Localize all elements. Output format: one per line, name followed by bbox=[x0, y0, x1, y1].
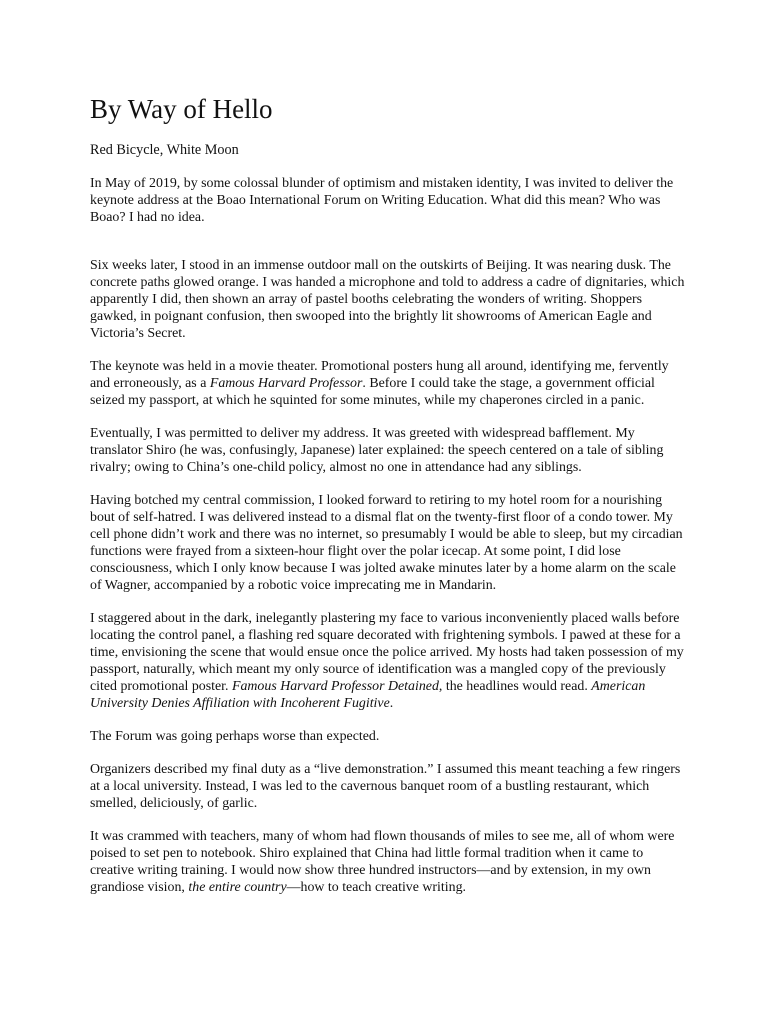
paragraph-9-text-b: —how to teach creative writing. bbox=[286, 880, 466, 895]
paragraph-9-text-a: It was crammed with teachers, many of whom had flown thousands of miles to see me, all of whom were poised to set pen to notebook. Shiro explained that China had little formal tradition when it came to creative writing training. I would now show three hundred instructors—and by extension, in my own grandiose vision, bbox=[90, 829, 675, 895]
paragraph-6 bbox=[90, 610, 686, 712]
paragraph-7: The Forum was going perhaps worse than expected. bbox=[90, 729, 380, 744]
document-title: By Way of Hello bbox=[90, 94, 273, 124]
paragraph-3-text-a: The keynote was held in a movie theater. Promotional posters hung all around, identifying me, fervently and erroneously, as a bbox=[90, 359, 669, 391]
paragraph-8: Organizers described my final duty as a “live demonstration.” I assumed this meant teaching a few ringers at a local university. Instead, I was led to the cavernous banquet room of a bustling restaurant, which smelled, deliciously, of garlic. bbox=[90, 762, 681, 811]
paragraph-3-text-b: . Before I could take the stage, a government official seized my passport, at which he squinted for some minutes, while my chaperones circled in a panic. bbox=[90, 376, 655, 408]
paragraph-3 bbox=[90, 358, 686, 409]
paragraph-9 bbox=[90, 828, 686, 896]
paragraph-4: Eventually, I was permitted to deliver my address. It was greeted with widespread bafflement. My translator Shiro (he was, confusingly, Japanese) later explained: the speech centered on a tale of sibling rivalry; owing to China’s one-child policy, almost no one in attendance had any siblings. bbox=[90, 426, 664, 475]
paragraph-9-italic: the entire country bbox=[188, 880, 287, 895]
paragraph-6-text-c: . bbox=[389, 696, 394, 711]
document-body bbox=[90, 92, 686, 912]
paragraph-6-text-b: , the headlines would read. bbox=[438, 679, 592, 694]
paragraph-5: Having botched my central commission, I looked forward to retiring to my hotel room for a nourishing bout of self-hatred. I was delivered instead to a dismal flat on the twenty-first floor of a condo tower. My cell phone didn’t work and there was no internet, so presumably I would be able to sleep, but my circadian functions were frayed from a sixteen-hour flight over the polar icecap. At some point, I did lose consciousness, which I only know because I was jolted awake minutes later by a home alarm on the scale of Wagner, accompanied by a robotic voice imprecating me in Mandarin. bbox=[90, 493, 683, 593]
paragraph-1: In May of 2019, by some colossal blunder of optimism and mistaken identity, I was invited to deliver the keynote address at the Boao International Forum on Writing Education. What did this mean? Who was Boao? I had no idea. bbox=[90, 176, 674, 225]
paragraph-6-italic-headline-1: Famous Harvard Professor Detained bbox=[231, 679, 439, 694]
paragraph-3-italic: Famous Harvard Professor bbox=[209, 376, 363, 391]
paragraph-6-italic-headline-2: American University Denies Affiliation with Incoherent Fugitive bbox=[90, 679, 646, 711]
document-subtitle: Red Bicycle, White Moon bbox=[90, 142, 239, 158]
paragraph-6-text-a: I staggered about in the dark, inelegantly plastering my face to various inconveniently placed walls before locating the control panel, a flashing red square decorated with frightening symbols. I pawed at these for a time, envisioning the scene that would ensue once the police arrived. My hosts had taken possession of my passport, naturally, which meant my only source of identification was a mangled copy of the previously cited promotional poster. bbox=[90, 611, 684, 694]
paragraph-2: Six weeks later, I stood in an immense outdoor mall on the outskirts of Beijing. It was nearing dusk. The concrete paths glowed orange. I was handed a microphone and told to address a cadre of dignitaries, which apparently I did, then shown an array of pastel booths celebrating the wonders of writing. Shoppers gawked, in poignant confusion, then swooped into the brightly lit showrooms of American Eagle and Victoria’s Secret. bbox=[90, 258, 685, 341]
